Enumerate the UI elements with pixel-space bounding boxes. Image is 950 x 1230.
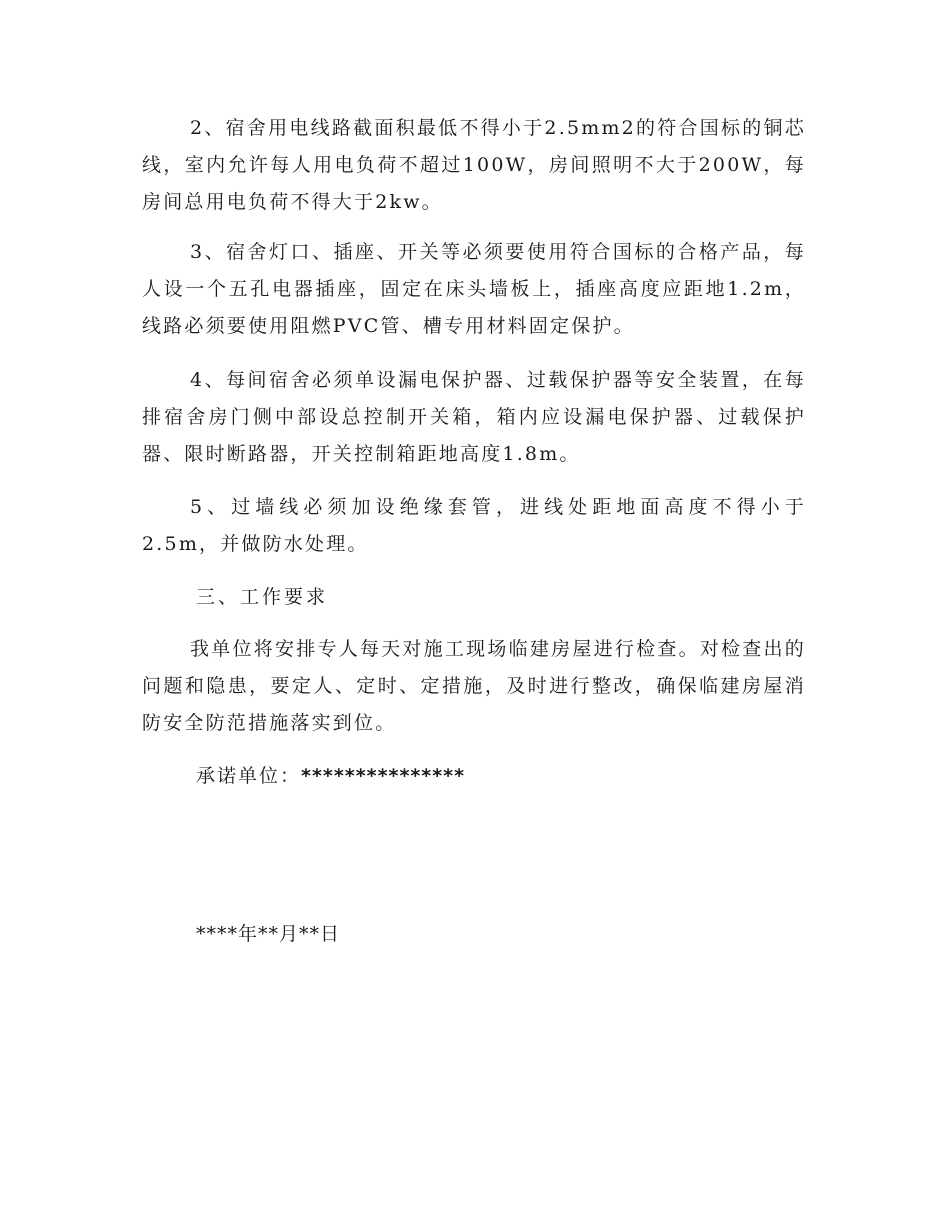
section-heading: 三、工作要求 [196, 586, 329, 608]
paragraph-item-3: 3、宿舍灯口、插座、开关等必须要使用符合国标的合格产品，每人设一个五孔电器插座，固定在床头墙板上，插座高度应距地1.2m，线路必须要使用阻燃PVC管、槽专用材料固定保护。 [142, 241, 806, 337]
paragraph-item-4: 4、每间宿舍必须单设漏电保护器、过载保护器等安全装置，在每排宿舍房门侧中部设总控制开关箱，箱内应设漏电保护器、过载保护器、限时断路器，开关控制箱距地高度1.8m。 [142, 369, 806, 465]
signature-label: 承诺单位： [196, 765, 302, 787]
signature-line [196, 758, 465, 795]
date-line: ****年**月**日 [196, 923, 341, 945]
paragraph-item-2: 2、宿舍用电线路截面积最低不得小于2.5mm2的符合国标的铜芯线，室内允许每人用电负荷不超过100W，房间照明不大于200W，每房间总用电负荷不得大于2kw。 [142, 117, 806, 213]
paragraph-item-5: 5、过墙线必须加设绝缘套管，进线处距地面高度不得小于2.5m，并做防水处理。 [142, 496, 806, 555]
signature-value: *************** [301, 765, 466, 787]
requirement-paragraph: 我单位将安排专人每天对施工现场临建房屋进行检查。对检查出的问题和隐患，要定人、定时、定措施，及时进行整改，确保临建房屋消防安全防范措施落实到位。 [142, 638, 806, 734]
